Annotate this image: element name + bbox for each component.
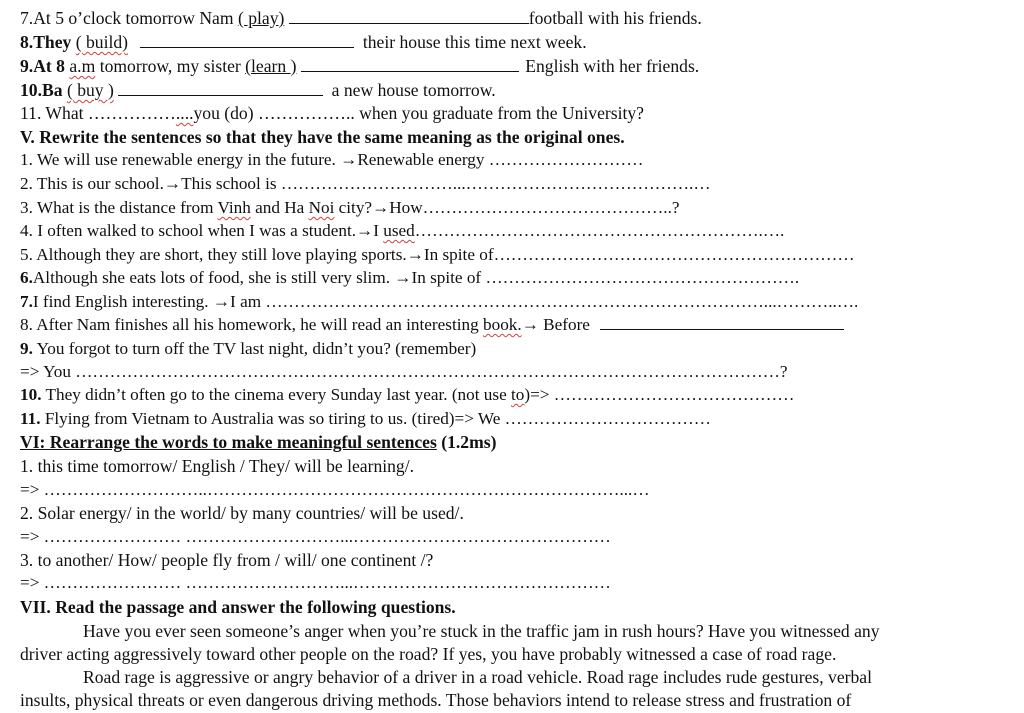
exercise-line-9 <box>20 55 699 78</box>
exercise-line-7 <box>20 7 702 30</box>
item-text: → Before <box>521 315 590 334</box>
q7-hint: ( play) <box>237 8 285 28</box>
rearrange-answer-3[interactable]: => …………………… ………………………...……………………………………… <box>20 573 611 592</box>
q9-mid: tomorrow, my sister <box>99 56 241 76</box>
q9-am: a.m <box>69 56 96 76</box>
section-vi-title: VI: Rearrange the words to make meaningful sentences <box>20 432 437 452</box>
item-text: Although she eats lots of food, she is still very slim. →In spite of ………………………………………………. <box>32 268 800 287</box>
item-number: 9. <box>20 339 33 358</box>
q8-text: 8.They <box>20 32 72 52</box>
item-number: 1. <box>20 150 33 169</box>
q9-blank[interactable] <box>301 56 519 72</box>
exercise-line-11 <box>20 102 644 125</box>
rewrite-item-3 <box>20 197 680 220</box>
rearrange-item-1: 1. this time tomorrow/ English / They/ will be learning/. <box>20 456 415 476</box>
rearrange-answer-1[interactable]: => ………………………..………………………………………………………………...… <box>20 480 650 499</box>
rearrange-item-3: 3. to another/ How/ people fly from / will/ one continent /? <box>20 550 434 570</box>
answer-arrow: => <box>20 362 40 381</box>
item-number: 3. <box>20 198 33 217</box>
q10-text: 10.Ba <box>20 80 63 100</box>
passage-p2-line1: Road rage is aggressive or angry behavior of a driver in a road vehicle. Road rage includes rude gestures, verbal <box>83 667 872 687</box>
rewrite-item-5 <box>20 244 855 267</box>
exercise-line-8 <box>20 31 587 54</box>
q8-blank[interactable] <box>140 32 354 48</box>
item-text: …………………………………………………….…. <box>414 221 785 240</box>
item-text: I often walked to school when I was a student.→I <box>37 221 384 240</box>
item-text: They didn’t often go to the cinema every Sunday last year. (not use <box>45 385 512 404</box>
item-text: Although they are short, they still love playing sports.→In spite of……………………………………………………… <box>36 245 855 264</box>
rewrite-item-6 <box>20 267 799 290</box>
item-number: 7. <box>20 292 33 311</box>
item-number: 8. <box>20 315 33 334</box>
item-number: 2. <box>20 174 33 193</box>
q11-text: 11. What …………… <box>20 103 176 123</box>
rewrite-item-10 <box>20 384 794 407</box>
item-word: Vinh <box>217 198 251 217</box>
item-number: 4. <box>20 221 33 240</box>
item-text: Flying from Vietnam to Australia was so tiring to us. (tired)=> We ……………………………… <box>44 409 711 428</box>
item-text: I find English interesting. →I am ……………………………………………………………………………...………..…. <box>32 292 859 311</box>
item-text: You forgot to turn off the TV last night, didn’t you? (remember) <box>36 339 477 358</box>
rewrite-item-9 <box>20 338 476 361</box>
section-v-heading: V. Rewrite the sentences so that they have the same meaning as the original ones. <box>20 127 625 147</box>
item-text: and Ha <box>250 198 309 217</box>
item-number: 11. <box>20 409 41 428</box>
item-number: 6. <box>20 268 33 287</box>
q7-blank[interactable] <box>289 8 529 24</box>
exercise-line-10 <box>20 79 496 102</box>
item-word: book. <box>483 315 522 334</box>
section-vii-heading: VII. Read the passage and answer the following questions. <box>20 597 456 617</box>
rearrange-item-2: 2. Solar energy/ in the world/ by many countries/ will be used/. <box>20 503 464 523</box>
rearrange-answer-2[interactable]: => …………………… ………………………...……………………………………… <box>20 527 611 546</box>
q8-tail: their house this time next week. <box>362 32 587 52</box>
rewrite-item-8 <box>20 314 844 337</box>
q9-tail: English with her friends. <box>525 56 700 76</box>
q10-blank[interactable] <box>118 80 323 96</box>
item-word: Noi <box>308 198 335 217</box>
item-8-blank[interactable] <box>600 314 844 330</box>
q8-hint: ( build) <box>75 32 129 52</box>
item-word: to <box>511 385 525 404</box>
item-text: This is our school.→This school is …………………………...………………………………….… <box>36 174 711 193</box>
item-number: 5. <box>20 245 33 264</box>
q10-hint: ( buy ) <box>66 80 114 100</box>
rewrite-item-1 <box>20 149 643 172</box>
rewrite-item-4 <box>20 220 784 243</box>
q9-hint: (learn ) <box>245 56 297 76</box>
item-text: We will use renewable energy in the future. →Renewable energy ……………………… <box>36 150 644 169</box>
passage-p2-line2: insults, physical threats or even dangerous driving methods. Those behaviors intend to release stress and frustration of <box>20 690 852 710</box>
item-text: What is the distance from <box>36 198 218 217</box>
q7-tail: football with his friends. <box>528 8 702 28</box>
q10-tail: a new house tomorrow. <box>331 80 496 100</box>
q11-dots: .... <box>175 103 194 123</box>
item-number: 10. <box>20 385 42 404</box>
q7-text: 7.At 5 o’clock tomorrow Nam <box>20 8 234 28</box>
item-text: )=> …………………………………… <box>524 385 795 404</box>
rewrite-item-2 <box>20 173 711 196</box>
rewrite-item-7 <box>20 291 858 314</box>
passage-p1-line2: driver acting aggressively toward other people on the road? If yes, you have probably witnessed a case of road rage. <box>20 644 837 664</box>
section-vi-marks: (1.2ms) <box>436 432 497 452</box>
section-vi-heading <box>20 431 496 454</box>
passage-p1-line1: Have you ever seen someone’s anger when you’re stuck in the traffic jam in rush hours? Have you witnessed any <box>83 621 880 641</box>
item-word: used <box>383 221 415 240</box>
item-text: You ……………………………………………………………………………………………………………? <box>43 362 788 381</box>
q9-text: 9.At 8 <box>20 56 65 76</box>
rewrite-item-11 <box>20 408 711 431</box>
q11-tail: you (do) …………….. when you graduate from the University? <box>193 103 644 123</box>
rewrite-item-9-answer <box>20 361 788 384</box>
item-text: city?→How……………………………………..? <box>334 198 680 217</box>
item-text: After Nam finishes all his homework, he will read an interesting <box>36 315 484 334</box>
